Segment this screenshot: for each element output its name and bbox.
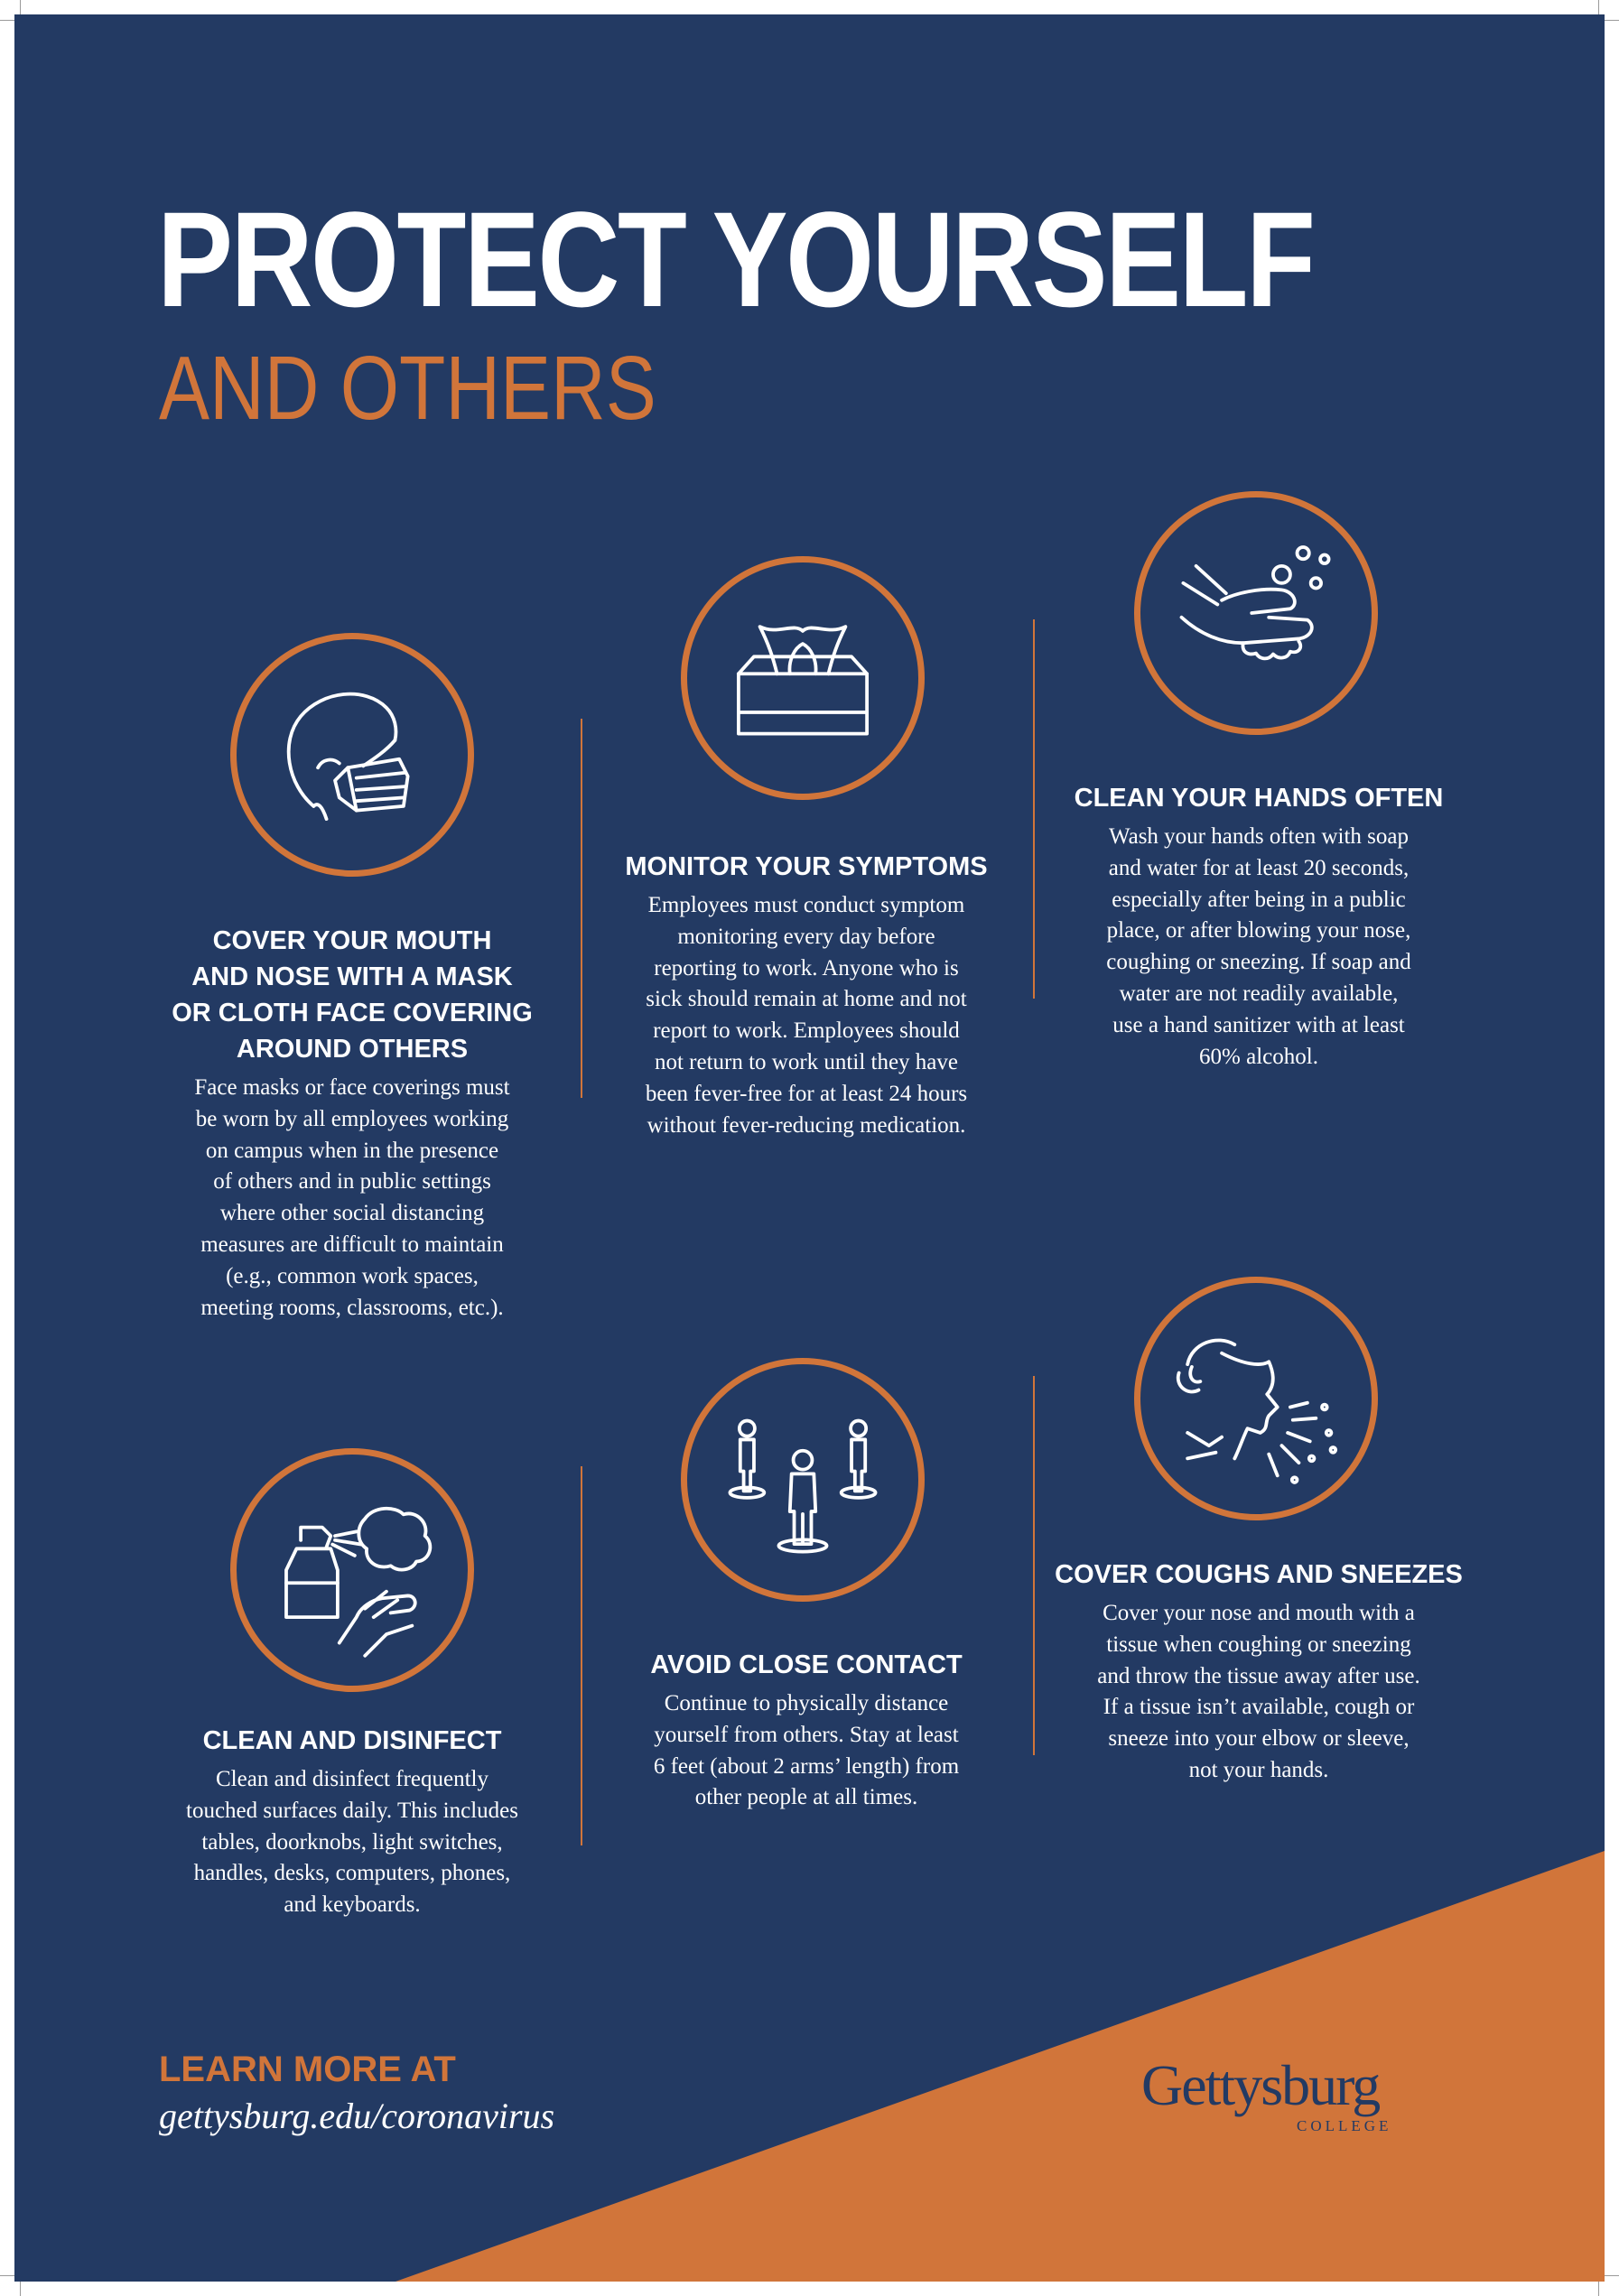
poster [14,14,1605,2282]
tip-clean-disinfect [131,1723,573,1921]
tip-clean-hands [1033,780,1484,1073]
tip-monitor-symptoms [581,849,1032,1141]
learn-more-label: LEARN MORE AT [159,2050,456,2089]
tissue-box-icon [681,556,925,800]
logo-subtitle: COLLEGE [1297,2117,1392,2134]
social-distance-icon [681,1358,925,1602]
tip-heading: CLEAN AND DISINFECT [202,1726,502,1755]
spray-bottle-icon [230,1448,474,1692]
tip-heading: AVOID CLOSE CONTACT [650,1650,963,1679]
tip-heading: CLEAN YOUR HANDS OFTEN [1074,784,1444,813]
sneeze-icon [1134,1277,1378,1520]
face-mask-icon [230,633,474,877]
tip-heading: MONITOR YOUR SYMPTOMS [625,852,988,881]
learn-more-link[interactable]: gettysburg.edu/coronavirus [159,2096,555,2136]
tip-body: Face masks or face coverings must be worn by all employees working on campus when in the presence of others and in public settings where other social distancing measures are difficult to maintain (e.g., common work spaces, meeting rooms, classrooms, etc.). [194,1075,510,1320]
logo-wordmark: Gettysburg [1141,2053,1380,2117]
tip-cover-coughs [1033,1557,1484,1787]
tip-body: Clean and disinfect frequently touched surfaces daily. This includes tables, doorknobs, light switches, handles, desks, computers, phones, and keyboards. [186,1767,518,1918]
page-subtitle: AND OTHERS [159,338,656,439]
tip-heading: COVER YOUR MOUTH AND NOSE WITH A MASK OR CLOTH FACE COVERING AROUND OTHERS [172,926,533,1064]
page-title: PROTECT YOURSELF [157,183,1314,335]
tip-body: Continue to physically distance yourself from others. Stay at least 6 feet (about 2 arms’ length) from other people at all times. [653,1691,960,1810]
gettysburg-college-logo [1141,2053,1466,2138]
tip-body: Wash your hands often with soap and water for at least 20 seconds, especially after being in a public place, or after blowing your nose, coughing or sneezing. If soap and water are not readily available, use a hand sanitizer with at least 60% alcohol. [1106,824,1411,1069]
tip-avoid-contact [581,1647,1032,1814]
hand-washing-icon [1134,491,1378,735]
tip-body: Employees must conduct symptom monitoring every day before reporting to work. Anyone who is sick should remain at home and not report to work. Employees should not return to work until they have been fever-free for at least 24 hours without fever-reducing medication. [645,893,968,1138]
tip-body: Cover your nose and mouth with a tissue when coughing or sneezing and throw the tissue away after use. If a tissue isn’t available, cough or sneeze into your elbow or sleeve, not your hands. [1097,1601,1420,1782]
tip-cover-mouth [131,923,573,1324]
tip-heading: COVER COUGHS AND SNEEZES [1055,1560,1463,1589]
